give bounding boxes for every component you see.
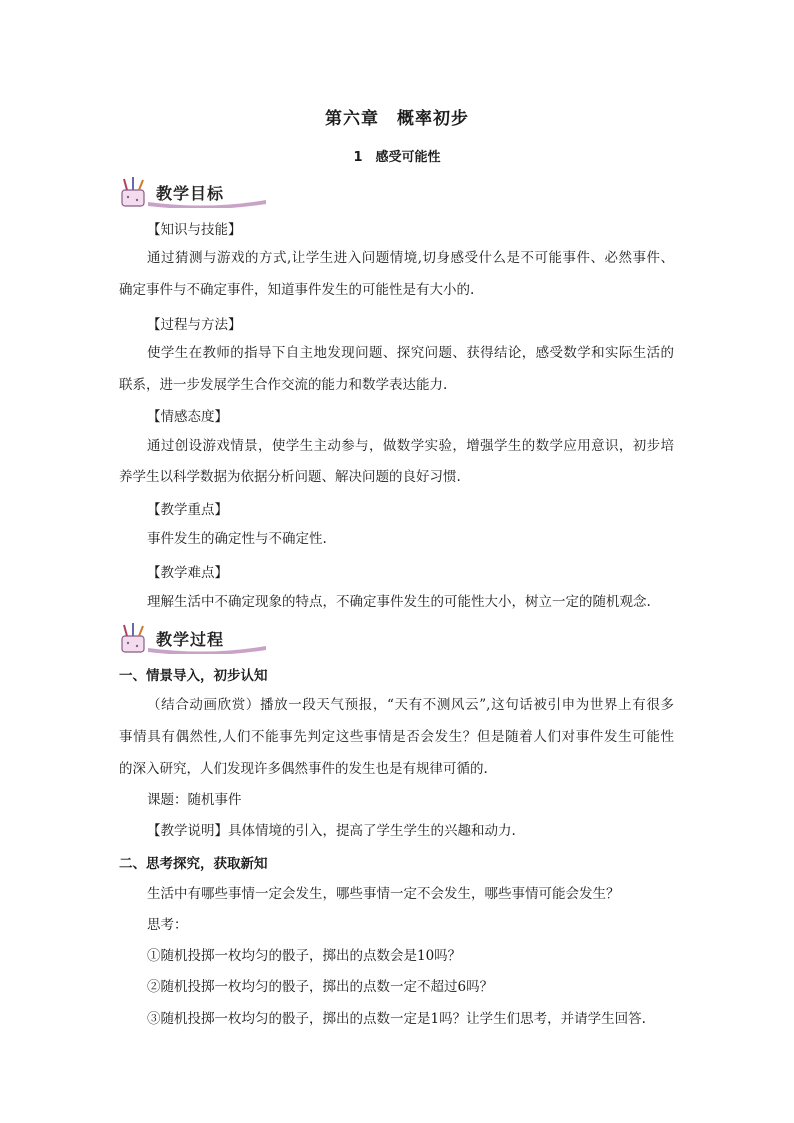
part1-line-2: 事情具有偶然性,人们不能事先判定这些事情是否会发生？但是随着人们对事件发生可能性 bbox=[119, 729, 674, 745]
key-point-line: 事件发生的确定性与不确定性. bbox=[147, 531, 327, 547]
process-method-line-2: 联系，进一步发展学生合作交流的能力和数学表达能力. bbox=[119, 377, 448, 393]
knowledge-line-2: 确定事件与不确定事件，知道事件发生的可能性是有大小的. bbox=[119, 282, 475, 298]
question-3: ③随机投掷一枚均匀的骰子，掷出的点数一定是1吗？让学生们思考，并请学生回答. bbox=[147, 1011, 646, 1027]
part1-line-3: 的深入研究，人们发现许多偶然事件的发生也是有规律可循的. bbox=[119, 761, 488, 777]
part1-heading: 一、情景导入，初步认知 bbox=[119, 668, 268, 684]
section-title: 1 感受可能性 bbox=[353, 150, 441, 165]
process-banner bbox=[118, 622, 268, 654]
process-method-heading: 【过程与方法】 bbox=[147, 317, 242, 333]
emotion-line-2: 养学生以科学数据为依据分析问题、解决问题的良好习惯. bbox=[119, 469, 461, 485]
teaching-note: 【教学说明】具体情境的引入，提高了学生学生的兴趣和动力. bbox=[147, 823, 516, 839]
part2-line-1: 生活中有哪些事情一定会发生，哪些事情一定不会发生，哪些事情可能会发生？ bbox=[147, 886, 620, 902]
emotion-line-1: 通过创设游戏情景，使学生主动参与，做数学实验，增强学生的数学应用意识，初步培 bbox=[147, 438, 674, 454]
chapter-title: 第六章 概率初步 bbox=[325, 109, 469, 129]
part2-heading: 二、思考探究，获取新知 bbox=[119, 856, 268, 872]
key-point-heading: 【教学重点】 bbox=[147, 502, 228, 518]
topic-line: 课题：随机事件 bbox=[147, 792, 242, 808]
goals-banner-label: 教学目标 bbox=[156, 184, 225, 203]
part1-line-1: （结合动画欣赏）播放一段天气预报，“天有不测风云”,这句话被引申为世界上有很多 bbox=[147, 697, 674, 713]
question-1: ①随机投掷一枚均匀的骰子，掷出的点数会是10吗？ bbox=[147, 948, 462, 964]
difficulty-line: 理解生活中不确定现象的特点，不确定事件发生的可能性大小，树立一定的随机观念. bbox=[147, 594, 651, 610]
process-banner-label: 教学过程 bbox=[156, 630, 225, 649]
process-method-line-1: 使学生在教师的指导下自主地发现问题、探究问题、获得结论，感受数学和实际生活的 bbox=[147, 345, 674, 361]
emotion-heading: 【情感态度】 bbox=[147, 409, 228, 425]
think-label: 思考： bbox=[147, 917, 188, 933]
knowledge-line-1: 通过猜测与游戏的方式,让学生进入问题情境,切身感受什么是不可能事件、必然事件、 bbox=[147, 250, 674, 266]
goals-banner bbox=[118, 176, 268, 208]
knowledge-heading: 【知识与技能】 bbox=[147, 222, 242, 238]
difficulty-heading: 【教学难点】 bbox=[147, 565, 228, 581]
question-2: ②随机投掷一枚均匀的骰子，掷出的点数一定不超过6吗？ bbox=[147, 979, 494, 995]
